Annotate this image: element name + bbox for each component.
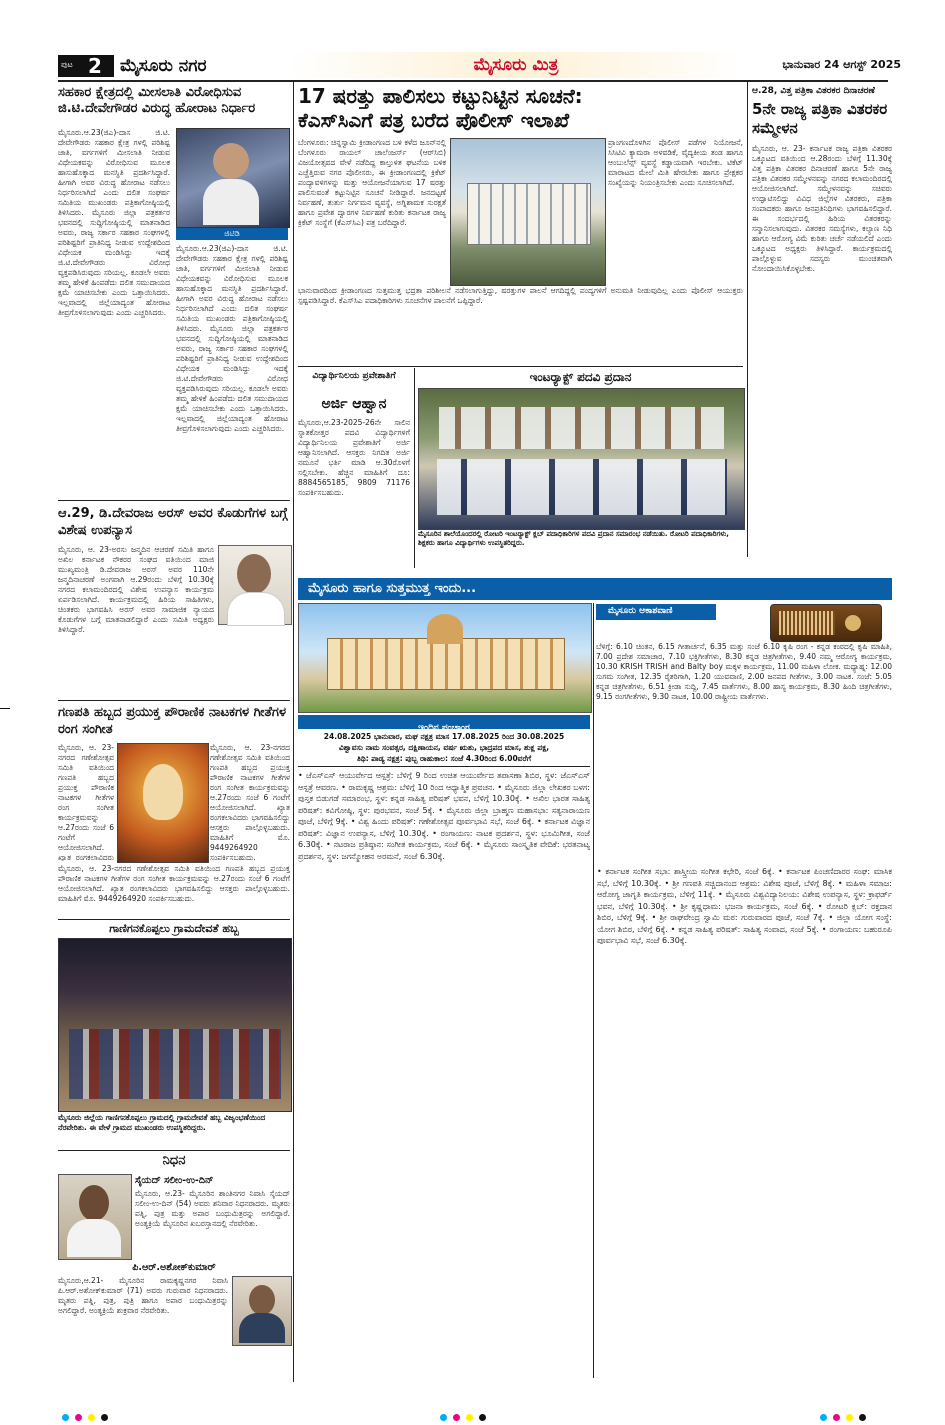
obituary-2-body: ಮೈಸೂರು,ಆ.21- ಮೈಸೂರಿನ ರಾಮಕೃಷ್ಣನಗರ ನಿವಾಸಿ ಪಿ.ಆರ್.ಅಶೋಕ್‌ಕುಮಾರ್ (71) ಅವರು ಗುರುವಾರ ನಿಧನರಾದರು. ಮೃತರು ಪತ್ನಿ, ಪುತ್ರ, ಪುತ್ರಿ ಹಾಗೂ ಅಪಾರ ಬಂಧುಮಿತ್ರರನ್ನು ಅಗಲಿದ್ದಾರೆ. ಅಂತ್ಯಕ್ರಿಯೆ ಶುಕ್ರವಾರ ನೆರವೇರಿತು. [58, 1276, 228, 1315]
obituary-1-photo [58, 1174, 132, 1260]
crop-mark-left [0, 708, 10, 709]
lead-body-left: ಬೆಂಗಳೂರು: ಚಿನ್ನಸ್ವಾಮಿ ಕ್ರೀಡಾಂಗಣದ ಬಳಿ ಕಳೆದ ಜೂನ್‌ನಲ್ಲಿ ಬೆಂಗಳೂರು ರಾಯಲ್ ಚಾಲೆಂಜರ್ಸ್ (ಆರ್‌ಸಿಬಿ) ವಿಜಯೋತ್ಸವದ ವೇಳೆ ನಡೆದಿದ್ದ ಕಾಲ್ತುಳಿತ ಘಟನೆಯ ಬಳಿಕ ಎಚ್ಚೆತ್ತಿರುವ ನಗರ ಪೊಲೀಸರು, ಈ ಕ್ರೀಡಾಂಗಣದಲ್ಲಿ ಕ್ರಿಕೆಟ್ ಪಂದ್ಯಾವಳಿಗಳನ್ನು ಮತ್ತು ಆಯೋಜನೆಯಾಗುವ 17 ಷರತ್ತು ಪಾಲಿಸುವಂತೆ ಕಟ್ಟುನಿಟ್ಟಿನ ಸೂಚನೆ ನೀಡಿದ್ದಾರೆ. ಜನದಟ್ಟಣೆ ನಿರ್ವಹಣೆ, ತುರ್ತು ನಿರ್ಗಮನ ವ್ಯವಸ್ಥೆ, ಅಗ್ನಿಶಾಮಕ ಸುರಕ್ಷತೆ ಹಾಗೂ ಪ್ರವೇಶ ದ್ವಾರಗಳ ನಿರ್ವಹಣೆ ಕುರಿತು ಕರ್ನಾಟಕ ರಾಜ್ಯ ಕ್ರಿಕೆಟ್ ಸಂಸ್ಥೆಗೆ (ಕೆಎಸ್‌ಸಿಎ) ಪತ್ರ ಬರೆದಿದ್ದಾರೆ. [298, 138, 446, 227]
magenta-dot-icon [453, 1414, 460, 1421]
section-rule [58, 919, 290, 920]
portrait-head-shape [237, 554, 271, 594]
section-rule [58, 1150, 290, 1151]
obituary-2-photo [232, 1276, 292, 1346]
portrait-head-shape [79, 1185, 109, 1221]
radio-title-bar [596, 604, 716, 620]
portrait-head-shape [249, 1285, 275, 1315]
gramadevate-caption: ಮೈಸೂರು ಜಿಲ್ಲೆಯ ಗಾಣಿಗನಕೊಪ್ಪಲು ಗ್ರಾಮದಲ್ಲಿ ಗ್ರಾಮದೇವತೆ ಹಬ್ಬ ವಿಜೃಂಭಣೆಯಿಂದ ನೆರವೇರಿತು. ಈ ವೇಳೆ ಗ್ರಾಮದ ಮುಖಂಡರು ಉಪಸ್ಥಿತರಿದ್ದರು. [58, 1113, 266, 1132]
today-title: ಮೈಸೂರು ಹಾಗೂ ಸುತ್ತಮುತ್ತ ಇಂದು... [308, 581, 477, 596]
lead-body-right: ಪ್ರಾಂಗಣದೊಳಗಿನ ಪೊಲೀಸ್ ಪಡೆಗಳ ನಿಯೋಜನೆ, ಸಿಸಿಟಿವಿ ಕ್ಯಾಮರಾ ಅಳವಡಿಕೆ, ವೈದ್ಯಕೀಯ ತಂಡ ಹಾಗೂ ಆಂಬುಲೆನ್ಸ್ ವ್ಯವಸ್ಥೆ ಕಡ್ಡಾಯವಾಗಿ ಇರಬೇಕು. ಟಿಕೆಟ್ ಮಾರಾಟದ ಮೇಲೆ ಮಿತಿ ಹೇರಬೇಕು ಹಾಗೂ ಪ್ರೇಕ್ಷಕರ ಸಂಖ್ಯೆಯನ್ನು ನಿಯಂತ್ರಿಸಬೇಕು ಎಂದು ಸೂಚಿಸಲಾಗಿದೆ. [608, 138, 743, 187]
masthead-rule [58, 80, 888, 82]
devaraj-photo [218, 545, 292, 625]
palace-shape [327, 638, 565, 690]
magenta-dot-icon [75, 1414, 82, 1421]
column-rule-left [293, 82, 294, 1382]
section-rule [298, 766, 590, 767]
section-rule [298, 366, 743, 367]
obituary-1-body: ಮೈಸೂರು, ಆ.23- ಮೈಸೂರಿನ ಶಾಂತಿನಗರ ನಿವಾಸಿ ಸೈಯದ್ ಸಲೀಂ-ಉ-ದಿನ್ (54) ಅವರು ಶನಿವಾರ ನಿಧನರಾದರು. ಮೃತರು ಪತ್ನಿ, ಪುತ್ರ ಮತ್ತು ಅಪಾರ ಬಂಧುಮಿತ್ರರನ್ನು ಅಗಲಿದ್ದಾರೆ. ಅಂತ್ಯಕ್ರಿಯೆ ಮೈಸೂರಿನ ಖಬರಸ್ತಾನದಲ್ಲಿ ನೆರವೇರಿತು. [135, 1189, 290, 1228]
issue-date: ಭಾನುವಾರ 24 ಆಗಸ್ಟ್ 2025 [782, 58, 901, 71]
patrike-body: ಮೈಸೂರು, ಆ. 23- ಕರ್ನಾಟಕ ರಾಜ್ಯ ಪತ್ರಿಕಾ ವಿತರಕರ ಒಕ್ಕೂಟದ ವತಿಯಿಂದ ಆ.28ರಂದು ಬೆಳಿಗ್ಗೆ 11.30ಕ್ಕೆ ವಿತ್ತ ಪತ್ರಿಕಾ ವಿತರಕರ ದಿನಾಚರಣೆ ಹಾಗೂ 5ನೇ ರಾಜ್ಯ ಪತ್ರಿಕಾ ವಿತರಕರ ಸಮ್ಮೇಳನವನ್ನು ನಗರದ ಕಲಾಮಂದಿರದಲ್ಲಿ ಆಯೋಜಿಸಲಾಗಿದೆ. ಸಮ್ಮೇಳನವನ್ನು ಸಚಿವರು ಉದ್ಘಾಟಿಸಲಿದ್ದು ವಿವಿಧ ಜಿಲ್ಲೆಗಳ ವಿತರಕರು, ಪತ್ರಿಕಾ ಸಂಪಾದಕರು ಹಾಗೂ ಜನಪ್ರತಿನಿಧಿಗಳು ಭಾಗವಹಿಸಲಿದ್ದಾರೆ. ಈ ಸಂದರ್ಭದಲ್ಲಿ ಹಿರಿಯ ವಿತರಕರನ್ನು ಸನ್ಮಾನಿಸಲಾಗುವುದು. ವಿತರಕರ ಸಮಸ್ಯೆಗಳು, ಕಲ್ಯಾಣ ನಿಧಿ ಹಾಗೂ ಆರೋಗ್ಯ ವಿಮೆ ಕುರಿತು ಚರ್ಚೆ ನಡೆಯಲಿದೆ ಎಂದು ಒಕ್ಕೂಟದ ಅಧ್ಯಕ್ಷರು ತಿಳಿಸಿದ್ದಾರೆ. ಕಾರ್ಯಕ್ರಮದಲ್ಲಿ ಪಾಲ್ಗೊಳ್ಳುವ ಸದಸ್ಯರು ಮುಂಚಿತವಾಗಿ ನೋಂದಾಯಿಸಿಕೊಳ್ಳಬೇಕು. [752, 144, 892, 273]
column-rule-hostel [414, 368, 415, 568]
obituary-2-name: ಪಿ.ಆರ್.ಅಶೋಕ್‌ಕುಮಾರ್ [132, 1262, 216, 1273]
ganapati-body-right: ಮೈಸೂರು, ಆ. 23-ನಗರದ ಗಣೇಶೋತ್ಸವ ಸಮಿತಿ ವತಿಯಿಂದ ಗಣಪತಿ ಹಬ್ಬದ ಪ್ರಯುಕ್ತ ಪೌರಾಣಿಕ ನಾಟಕಗಳ ಗೀತೆಗಳ ರಂಗ ಸಂಗೀತ ಕಾರ್ಯಕ್ರಮವನ್ನು ಆ.27ರಂದು ಸಂಜೆ 6 ಗಂಟೆಗೆ ಆಯೋಜಿಸಲಾಗಿದೆ. ಖ್ಯಾತ ರಂಗಕಲಾವಿದರು ಭಾಗವಹಿಸಲಿದ್ದು ಆಸಕ್ತರು ಪಾಲ್ಗೊಳ್ಳಬಹುದು. ಮಾಹಿತಿಗೆ ಮೊ. 9449264920 ಸಂಪರ್ಕಿಸಬಹುದು. [210, 743, 290, 861]
ganapati-headline: ಗಣಪತಿ ಹಬ್ಬದ ಪ್ರಯುಕ್ತ ಪೌರಾಣಿಕ ನಾಟಕಗಳ ಗೀತೆಗಳ ರಂಗ ಸಂಗೀತ [58, 705, 287, 737]
obituary-1-name: ಸೈಯದ್ ಸಲೀಂ-ಉ-ದಿನ್ [135, 1175, 214, 1186]
cyan-dot-icon [440, 1414, 447, 1421]
panchanga-title: ಇಂದಿನ ಪಂಚಾಂಗ [418, 723, 470, 733]
lead-headline-2: ಕೆಎಸ್‌ಸಿಎಗೆ ಪತ್ರ ಬರೆದ ಪೊಲೀಸ್ ಇಲಾಖೆ [298, 108, 570, 132]
column-rule-right [747, 82, 748, 557]
gramadevate-photo [58, 938, 292, 1112]
page-label: ಪುಟ [61, 60, 73, 69]
guests-row-shape [437, 459, 727, 515]
yellow-dot-icon [88, 1414, 95, 1421]
yellow-dot-icon [846, 1414, 853, 1421]
gtd-photo-frame [176, 128, 290, 228]
black-dot-icon [101, 1414, 108, 1421]
gtd-photo-caption: ಜಿಟಿಡಿ [176, 228, 288, 240]
section-rule [58, 700, 290, 701]
devaraj-body: ಮೈಸೂರು, ಆ. 23-ಅರಸು ಜನ್ಮದಿನ ಆಚರಣೆ ಸಮಿತಿ ಹಾಗೂ ಅಖಿಲ ಕರ್ನಾಟಕ ನೌಕರರ ಸಂಘದ ವತಿಯಿಂದ ಮಾಜಿ ಮುಖ್ಯಮಂತ್ರಿ ಡಿ.ದೇವರಾಜ ಅರಸ್ ಅವರ 110ನೇ ಜನ್ಮದಿನಾಚರಣೆ ಅಂಗವಾಗಿ ಆ.29ರಂದು ಬೆಳಿಗ್ಗೆ 10.30ಕ್ಕೆ ನಗರದ ಕಲಾಮಂದಿರದಲ್ಲಿ ವಿಶೇಷ ಉಪನ್ಯಾಸ ಕಾರ್ಯಕ್ರಮ ಏರ್ಪಡಿಸಲಾಗಿದೆ. ಕಾರ್ಯಕ್ರಮದಲ್ಲಿ ಹಿರಿಯ ಸಾಹಿತಿಗಳು, ಚಿಂತಕರು ಭಾಗವಹಿಸಿ ಅರಸ್ ಅವರ ಸಾಮಾಜಿಕ ನ್ಯಾಯದ ಕೊಡುಗೆಗಳ ಬಗ್ಗೆ ಮಾತನಾಡಲಿದ್ದಾರೆ ಎಂದು ಸಮಿತಿ ಅಧ್ಯಕ್ಷರು ತಿಳಿಸಿದ್ದಾರೆ. [58, 545, 214, 634]
hostel-kicker: ವಿದ್ಯಾರ್ಥಿನಿಲಯ ಪ್ರವೇಶಾತಿಗೆ [312, 371, 396, 381]
person-body-shape [203, 179, 259, 225]
patrike-kicker: ಆ.28, ವಿತ್ತ ಪತ್ರಿಕಾ ವಿತರಕರ ದಿನಾಚರಣೆ [752, 86, 875, 96]
obituary-title: ನಿಧನ [162, 1153, 186, 1168]
radio-icon [770, 604, 882, 642]
ganapati-photo [117, 743, 209, 863]
yellow-dot-icon [466, 1414, 473, 1421]
section-rule [58, 500, 290, 501]
lead-headline-1: 17 ಷರತ್ತು ಪಾಲಿಸಲು ಕಟ್ಟುನಿಟ್ಟಿನ ಸೂಚನೆ: [298, 84, 583, 108]
ganapati-body-bottom: ಮೈಸೂರು, ಆ. 23-ನಗರದ ಗಣೇಶೋತ್ಸವ ಸಮಿತಿ ವತಿಯಿಂದ ಗಣಪತಿ ಹಬ್ಬದ ಪ್ರಯುಕ್ತ ಪೌರಾಣಿಕ ನಾಟಕಗಳ ಗೀತೆಗಳ ರಂಗ ಸಂಗೀತ ಕಾರ್ಯಕ್ರಮವನ್ನು ಆ.27ರಂದು ಸಂಜೆ 6 ಗಂಟೆಗೆ ಆಯೋಜಿಸಲಾಗಿದೆ. ಖ್ಯಾತ ರಂಗಕಲಾವಿದರು ಭಾಗವಹಿಸಲಿದ್ದು ಆಸಕ್ತರು ಪಾಲ್ಗೊಳ್ಳಬಹುದು. ಮಾಹಿತಿಗೆ ಮೊ. 9449264920 ಸಂಪರ್ಕಿಸಬಹುದು. [58, 864, 290, 903]
paper-name [288, 52, 744, 78]
crowd-shape [69, 1029, 281, 1099]
radio-title: ಮೈಸೂರು ಆಕಾಶವಾಣಿ [608, 606, 673, 616]
lead-photo [450, 138, 606, 286]
page-number-box [58, 55, 114, 77]
stadium-building-shape [467, 183, 591, 245]
lead-body-bottom: ಭಾನುವಾರದಿಂದ ಕ್ರೀಡಾಂಗಣದ ಸುತ್ತಮುತ್ತ ಭದ್ರತಾ ಪರಿಶೀಲನೆ ನಡೆಸಲಾಗುತ್ತಿದ್ದು, ಷರತ್ತುಗಳ ಪಾಲನೆ ಆಗದಿದ್ದಲ್ಲಿ ಪಂದ್ಯಗಳಿಗೆ ಅನುಮತಿ ನೀಡುವುದಿಲ್ಲ ಎಂದು ಪೊಲೀಸ್ ಆಯುಕ್ತರು ಸ್ಪಷ್ಟಪಡಿಸಿದ್ದಾರೆ. ಕೆಎಸ್‌ಸಿಎ ಪದಾಧಿಕಾರಿಗಳು ಸೂಚನೆಗಳ ಪಾಲನೆಗೆ ಒಪ್ಪಿದ್ದಾರೆ. [298, 286, 743, 305]
events-right: • ಕರ್ನಾಟಕ ಸಂಗೀತ ಸಭಾ: ಶಾಸ್ತ್ರೀಯ ಸಂಗೀತ ಕಛೇರಿ, ಸಂಜೆ 6ಕ್ಕೆ. • ಕರ್ನಾಟಕ ಪಿಂಚಣಿದಾರರ ಸಂಘ: ಮಾಸಿಕ ಸಭೆ, ಬೆಳಿಗ್ಗೆ 10.30ಕ್ಕೆ. • ಶ್ರೀ ಗಣಪತಿ ಸಚ್ಚಿದಾನಂದ ಆಶ್ರಮ: ವಿಶೇಷ ಪೂಜೆ, ಬೆಳಿಗ್ಗೆ 8ಕ್ಕೆ. • ಮಹಿಳಾ ಸಮಾಜ: ಆರೋಗ್ಯ ಜಾಗೃತಿ ಕಾರ್ಯಕ್ರಮ, ಬೆಳಿಗ್ಗೆ 11ಕ್ಕೆ. • ಮೈಸೂರು ವಿಶ್ವವಿದ್ಯಾನಿಲಯ: ವಿಶೇಷ ಉಪನ್ಯಾಸ, ಸ್ಥಳ: ಕ್ರಾಫರ್ಡ್ ಭವನ, ಬೆಳಿಗ್ಗೆ 10.30ಕ್ಕೆ. • ಶ್ರೀ ಕೃಷ್ಣಧಾಮ: ಭಜನಾ ಕಾರ್ಯಕ್ರಮ, ಸಂಜೆ 6ಕ್ಕೆ. • ರೋಟರಿ ಕ್ಲಬ್: ರಕ್ತದಾನ ಶಿಬಿರ, ಬೆಳಿಗ್ಗೆ 9ಕ್ಕೆ. • ಶ್ರೀ ರಾಘವೇಂದ್ರ ಸ್ವಾಮಿ ಮಠ: ಗುರುವಾರದ ಪೂಜೆ, ಸಂಜೆ 7ಕ್ಕೆ. • ಜಿಲ್ಲಾ ಯೋಗ ಸಂಸ್ಥೆ: ಯೋಗ ಶಿಬಿರ, ಬೆಳಿಗ್ಗೆ 6ಕ್ಕೆ. • ಕನ್ನಡ ಸಾಹಿತ್ಯ ಪರಿಷತ್: ಸಾಹಿತ್ಯ ಸಂವಾದ, ಸಂಜೆ 5ಕ್ಕೆ. • ರಂಗಾಯಣ: ಬಹುರೂಪಿ ಪೂರ್ವಭಾವಿ ಸಭೆ, ಸಂಜೆ 6.30ಕ್ಕೆ. [597, 867, 892, 945]
panchanga-line-1: 24.08.2025 ಭಾನುವಾರ, ಮಘ ನಕ್ಷತ್ರ ಮಾಸ 17.08.2025 ರಿಂದ 30.08.2025 [323, 732, 565, 741]
registration-marks-right [820, 1406, 872, 1425]
hostel-headline: ಅರ್ಜಿ ಆಹ್ವಾನ [321, 396, 387, 412]
column-rule-events [593, 603, 594, 1378]
interact-photo [418, 388, 745, 530]
portrait-shoulder-shape [239, 1313, 285, 1343]
portrait-shoulder-shape [227, 592, 285, 626]
events-left: • ಜೆಎಸ್‌ಎಸ್ ಆಯುರ್ವೇದ ಆಸ್ಪತ್ರೆ: ಬೆಳಿಗ್ಗೆ 9 ರಿಂದ ಉಚಿತ ಆಯುರ್ವೇದ ತಪಾಸಣಾ ಶಿಬಿರ, ಸ್ಥಳ: ಜೆಎಸ್‌ಎಸ್ ಆಸ್ಪತ್ರೆ ಆವರಣ. • ರಾಮಕೃಷ್ಣ ಆಶ್ರಮ: ಬೆಳಿಗ್ಗೆ 10 ರಿಂದ ಆಧ್ಯಾತ್ಮಿಕ ಪ್ರವಚನ. • ಮೈಸೂರು ಜಿಲ್ಲಾ ಲೇಖಕರ ಬಳಗ: ಪುಸ್ತಕ ಬಿಡುಗಡೆ ಸಮಾರಂಭ, ಸ್ಥಳ: ಕನ್ನಡ ಸಾಹಿತ್ಯ ಪರಿಷತ್ ಭವನ, ಬೆಳಿಗ್ಗೆ 10.30ಕ್ಕೆ. • ಅಖಿಲ ಭಾರತ ಸಾಹಿತ್ಯ ಪರಿಷತ್: ಕವಿಗೋಷ್ಠಿ, ಸ್ಥಳ: ಪುರಭವನ, ಸಂಜೆ 5ಕ್ಕೆ. • ಮೈಸೂರು ಜಿಲ್ಲಾ ಬ್ರಾಹ್ಮಣ ಮಹಾಸಭಾ: ಸತ್ಯನಾರಾಯಣ ಪೂಜೆ, ಬೆಳಿಗ್ಗೆ 9ಕ್ಕೆ. • ವಿಶ್ವ ಹಿಂದು ಪರಿಷತ್: ಗಣೇಶೋತ್ಸವ ಪೂರ್ವಭಾವಿ ಸಭೆ, ಸಂಜೆ 6ಕ್ಕೆ. • ಕರ್ನಾಟಕ ವಿಜ್ಞಾನ ಪರಿಷತ್: ವಿಜ್ಞಾನ ಉಪನ್ಯಾಸ, ಬೆಳಿಗ್ಗೆ 10.30ಕ್ಕೆ. • ರಂಗಾಯಣ: ನಾಟಕ ಪ್ರದರ್ಶನ, ಸ್ಥಳ: ಭೂಮಿಗೀತ, ಸಂಜೆ 6.30ಕ್ಕೆ. • ನಟರಾಜ ಪ್ರತಿಷ್ಠಾನ: ಸಂಗೀತ ಕಾರ್ಯಕ್ರಮ, ಸಂಜೆ 6ಕ್ಕೆ. • ಮೈಸೂರು ಸಾಂಸ್ಕೃತಿಕ ವೇದಿಕೆ: ಭರತನಾಟ್ಯ ಪ್ರದರ್ಶನ, ಸ್ಥಳ: ಜಗನ್ಮೋಹನ ಅರಮನೆ, ಸಂಜೆ 6.30ಕ್ಕೆ. [298, 771, 590, 861]
radio-dial-shape [845, 615, 861, 631]
panchanga-line-3: ತಿಥಿ: ಪಾಡ್ಯ ನಕ್ಷತ್ರ: ಪುಬ್ಬ ರಾಹುಕಾಲ: ಸಂಜೆ 4.30ರಿಂದ 6.00ವರೆಗೆ [356, 754, 532, 763]
gtd-body: ಮೈಸೂರು.ಆ.23(ಜಿಎ)-ದಾಸ ಜಿ.ಟಿ. ದೇವೇಗೌಡರು ಸಹಕಾರ ಕ್ಷೇತ್ರ ಗಳಲ್ಲಿ ಪರಿಶಿಷ್ಟ ಜಾತಿ, ವರ್ಗಗಳಿಗೆ ಮೀಸಲಾತಿ ನೀಡುವ ವಿಧೇಯಕವನ್ನು ವಿರೋಧಿಸುವ ಮೂಲಕ ಹಾಸುಹೊಕ್ಕಾದ ಮನಸ್ಥಿತಿ ಪ್ರದರ್ಶಿಸಿದ್ದಾರೆ. ಹೀಗಾಗಿ ಅವರ ವಿರುದ್ಧ ಹೋರಾಟ ನಡೆಸಲು ನಿರ್ಧರಿಸಲಾಗಿದೆ ಎಂದು ದಲಿತ ಸಂಘರ್ಷ ಸಮಿತಿಯ ಮುಖಂಡರು ಪತ್ರಿಕಾಗೋಷ್ಠಿಯಲ್ಲಿ ತಿಳಿಸಿದರು. ಮೈಸೂರು ಜಿಲ್ಲಾ ಪತ್ರಕರ್ತರ ಭವನದಲ್ಲಿ ಸುದ್ದಿಗೋಷ್ಠಿಯಲ್ಲಿ ಮಾತನಾಡಿದ ಅವರು, ರಾಜ್ಯ ಸರ್ಕಾರ ಸಹಕಾರ ಸಂಘಗಳಲ್ಲಿ ಪರಿಶಿಷ್ಟರಿಗೆ ಪ್ರಾತಿನಿಧ್ಯ ನೀಡುವ ಉದ್ದೇಶದಿಂದ ವಿಧೇಯಕ ಮಂಡಿಸಿದ್ದು ಇದಕ್ಕೆ ಜಿ.ಟಿ.ದೇವೇಗೌಡರು ವಿರೋಧ ವ್ಯಕ್ತಪಡಿಸಿರುವುದು ಸರಿಯಲ್ಲ. ಕೂಡಲೇ ಅವರು ತಮ್ಮ ಹೇಳಿಕೆ ಹಿಂಪಡೆದು ದಲಿತ ಸಮುದಾಯದ ಕ್ಷಮೆ ಯಾಚಿಸಬೇಕು ಎಂದು ಒತ್ತಾಯಿಸಿದರು. ಇಲ್ಲವಾದಲ್ಲಿ ಜಿಲ್ಲೆಯಾದ್ಯಂತ ಹೋರಾಟ ತೀವ್ರಗೊಳಿಸಲಾಗುವುದು ಎಂದು ಎಚ್ಚರಿಸಿದರು. [58, 128, 170, 317]
radio-speaker-shape [779, 611, 835, 635]
black-dot-icon [859, 1414, 866, 1421]
gtd-headline: ಸಹಕಾರ ಕ್ಷೇತ್ರದಲ್ಲಿ ಮೀಸಲಾತಿ ವಿರೋಧಿಸುವ ಜಿ.ಟಿ.ದೇವೇಗೌಡರ ವಿರುದ್ಧ ಹೋರಾಟ ನಿರ್ಧಾರ [58, 85, 256, 116]
person-silhouette-icon [213, 143, 249, 179]
today-banner [298, 578, 892, 600]
black-dot-icon [479, 1414, 486, 1421]
paper-name-text: ಮೈಸೂರು ಮಿತ್ರ [473, 55, 559, 75]
magenta-dot-icon [833, 1414, 840, 1421]
hostel-body: ಮೈಸೂರು,ಆ.23-2025-26ನೇ ಸಾಲಿನ ಸ್ನಾತಕೋತ್ತರ ಪದವಿ ವಿದ್ಯಾರ್ಥಿಗಳಿಗೆ ವಿದ್ಯಾರ್ಥಿನಿಲಯ ಪ್ರವೇಶಾತಿಗೆ ಅರ್ಜಿ ಆಹ್ವಾನಿಸಲಾಗಿದೆ. ಆಸಕ್ತರು ನಿಗದಿತ ಅರ್ಜಿ ನಮೂನೆ ಭರ್ತಿ ಮಾಡಿ ಆ.30ರೊಳಗೆ ಸಲ್ಲಿಸಬೇಕು. ಹೆಚ್ಚಿನ ಮಾಹಿತಿಗೆ ದೂ: 8884565185, 9809 71176 ಸಂಪರ್ಕಿಸಬಹುದು. [298, 418, 410, 497]
page-number: 2 [88, 54, 102, 78]
portrait-shoulder-shape [67, 1219, 121, 1257]
cyan-dot-icon [62, 1414, 69, 1421]
section-title: ಮೈಸೂರು ನಗರ [120, 56, 207, 76]
panchanga-title-bar [298, 715, 590, 733]
registration-marks-left [62, 1406, 114, 1425]
palace-dome-shape [427, 614, 463, 644]
gtd-body-cont: ಮೈಸೂರು.ಆ.23(ಜಿಎ)-ದಾಸ ಜಿ.ಟಿ. ದೇವೇಗೌಡರು ಸಹಕಾರ ಕ್ಷೇತ್ರ ಗಳಲ್ಲಿ ಪರಿಶಿಷ್ಟ ಜಾತಿ, ವರ್ಗಗಳಿಗೆ ಮೀಸಲಾತಿ ನೀಡುವ ವಿಧೇಯಕವನ್ನು ವಿರೋಧಿಸುವ ಮೂಲಕ ಹಾಸುಹೊಕ್ಕಾದ ಮನಸ್ಥಿತಿ ಪ್ರದರ್ಶಿಸಿದ್ದಾರೆ. ಹೀಗಾಗಿ ಅವರ ವಿರುದ್ಧ ಹೋರಾಟ ನಡೆಸಲು ನಿರ್ಧರಿಸಲಾಗಿದೆ ಎಂದು ದಲಿತ ಸಂಘರ್ಷ ಸಮಿತಿಯ ಮುಖಂಡರು ಪತ್ರಿಕಾಗೋಷ್ಠಿಯಲ್ಲಿ ತಿಳಿಸಿದರು. ಮೈಸೂರು ಜಿಲ್ಲಾ ಪತ್ರಕರ್ತರ ಭವನದಲ್ಲಿ ಸುದ್ದಿಗೋಷ್ಠಿಯಲ್ಲಿ ಮಾತನಾಡಿದ ಅವರು, ರಾಜ್ಯ ಸರ್ಕಾರ ಸಹಕಾರ ಸಂಘಗಳಲ್ಲಿ ಪರಿಶಿಷ್ಟರಿಗೆ ಪ್ರಾತಿನಿಧ್ಯ ನೀಡುವ ಉದ್ದೇಶದಿಂದ ವಿಧೇಯಕ ಮಂಡಿಸಿದ್ದು ಇದಕ್ಕೆ ಜಿ.ಟಿ.ದೇವೇಗೌಡರು ವಿರೋಧ ವ್ಯಕ್ತಪಡಿಸಿರುವುದು ಸರಿಯಲ್ಲ. ಕೂಡಲೇ ಅವರು ತಮ್ಮ ಹೇಳಿಕೆ ಹಿಂಪಡೆದು ದಲಿತ ಸಮುದಾಯದ ಕ್ಷಮೆ ಯಾಚಿಸಬೇಕು ಎಂದು ಒತ್ತಾಯಿಸಿದರು. ಇಲ್ಲವಾದಲ್ಲಿ ಜಿಲ್ಲೆಯಾದ್ಯಂತ ಹೋರಾಟ ತೀವ್ರಗೊಳಿಸಲಾಗುವುದು ಎಂದು ಎಚ್ಚರಿಸಿದರು. [176, 244, 288, 433]
cyan-dot-icon [820, 1414, 827, 1421]
interact-caption: ಮೈಸೂರಿನ ಶಾಲೆಯೊಂದರಲ್ಲಿ ರೋಟರಿ ಇಂಟರ‍್ಯಾಕ್ಟ್ ಕ್ಲಬ್ ಪದಾಧಿಕಾರಿಗಳ ಪದವಿ ಪ್ರದಾನ ಸಮಾರಂಭ ನಡೆಯಿತು. ರೋಟರಿ ಪದಾಧಿಕಾರಿಗಳು, ಶಿಕ್ಷಕರು ಹಾಗೂ ವಿದ್ಯಾರ್ಥಿಗಳು ಉಪಸ್ಥಿತರಿದ್ದರು. [418, 530, 729, 547]
devaraj-headline: ಆ.29, ಡಿ.ದೇವರಾಜ ಅರಸ್ ಅವರ ಕೊಡುಗೆಗಳ ಬಗ್ಗೆ ವಿಶೇಷ ಉಪನ್ಯಾಸ [58, 506, 288, 538]
students-row-shape [439, 407, 724, 449]
ganesha-figure-shape [143, 764, 183, 820]
registration-marks-center [440, 1406, 492, 1425]
radio-body: ಬೆಳಿಗ್ಗೆ: 6.10 ಚಿಂತನ, 6.15 ಗೀತಾರ್ಚನೆ, 6.35 ಮತ್ತು ಸಂಜೆ 6.10 ಕೃಷಿ ರಂಗ - ಕನ್ನಡ ಕಂಠದಲ್ಲಿ ಕೃಷಿ ಮಾಹಿತಿ, 7.00 ಪ್ರದೇಶ ಸಮಾಚಾರ, 7.10 ಭಕ್ತಿಗೀತೆಗಳು, 8.30 ಕನ್ನಡ ಚಿತ್ರಗೀತೆಗಳು, 9.40 ನಮ್ಮ ಆರೋಗ್ಯ ಕಾರ್ಯಕ್ರಮ, 10.30 KRISH TRISH and Balty boy ಮಕ್ಕಳ ಕಾರ್ಯಕ್ರಮ, 11.00 ಮಹಿಳಾ ಲೋಕ. ಮಧ್ಯಾಹ್ನ: 12.00 ಸುಗಮ ಸಂಗೀತ, 12.35 ರೈತರಿಗಾಗಿ, 1.20 ಯುವವಾಣಿ, 2.00 ಜನಪದ ಗೀತೆಗಳು, 3.00 ನಾಟಕ. ಸಂಜೆ: 5.05 ಕನ್ನಡ ಚಿತ್ರಗೀತೆಗಳು, 6.51 ಕ್ರೀಡಾ ಸುದ್ದಿ, 7.45 ವಾರ್ತೆಗಳು, 8.00 ಹಾಸ್ಯ ಕಾರ್ಯಕ್ರಮ, 8.30 ಹಿಂದಿ ಚಿತ್ರಗೀತೆಗಳು, 9.15 ರಂಗಗೀತೆಗಳು, 9.30 ನಾಟಕ, 10.00 ರಾಷ್ಟ್ರೀಯ ವಾರ್ತೆಗಳು. [596, 642, 892, 701]
ganapati-body-left: ಮೈಸೂರು, ಆ. 23-ನಗರದ ಗಣೇಶೋತ್ಸವ ಸಮಿತಿ ವತಿಯಿಂದ ಗಣಪತಿ ಹಬ್ಬದ ಪ್ರಯುಕ್ತ ಪೌರಾಣಿಕ ನಾಟಕಗಳ ಗೀತೆಗಳ ರಂಗ ಸಂಗೀತ ಕಾರ್ಯಕ್ರಮವನ್ನು ಆ.27ರಂದು ಸಂಜೆ 6 ಗಂಟೆಗೆ ಆಯೋಜಿಸಲಾಗಿದೆ. ಖ್ಯಾತ ರಂಗಕಲಾವಿದರು [58, 743, 114, 861]
palace-photo [298, 603, 592, 713]
gramadevate-headline: ಗಾಣಿಗನಕೊಪ್ಪಲು ಗ್ರಾಮದೇವತೆ ಹಬ್ಬ [109, 922, 239, 935]
patrike-headline: 5ನೇ ರಾಜ್ಯ ಪತ್ರಿಕಾ ವಿತರಕರ ಸಮ್ಮೇಳನ [752, 100, 888, 137]
interact-headline: ಇಂಟರ‍್ಯಾಕ್ಟ್ ಪದವಿ ಪ್ರದಾನ [529, 370, 632, 384]
panchanga-line-2: ವಿಶ್ವಾವಸು ನಾಮ ಸಂವತ್ಸರ, ದಕ್ಷಿಣಾಯನ, ವರ್ಷ ಋತು, ಭಾದ್ರಪದ ಮಾಸ, ಶುಕ್ಲ ಪಕ್ಷ, [338, 743, 550, 752]
